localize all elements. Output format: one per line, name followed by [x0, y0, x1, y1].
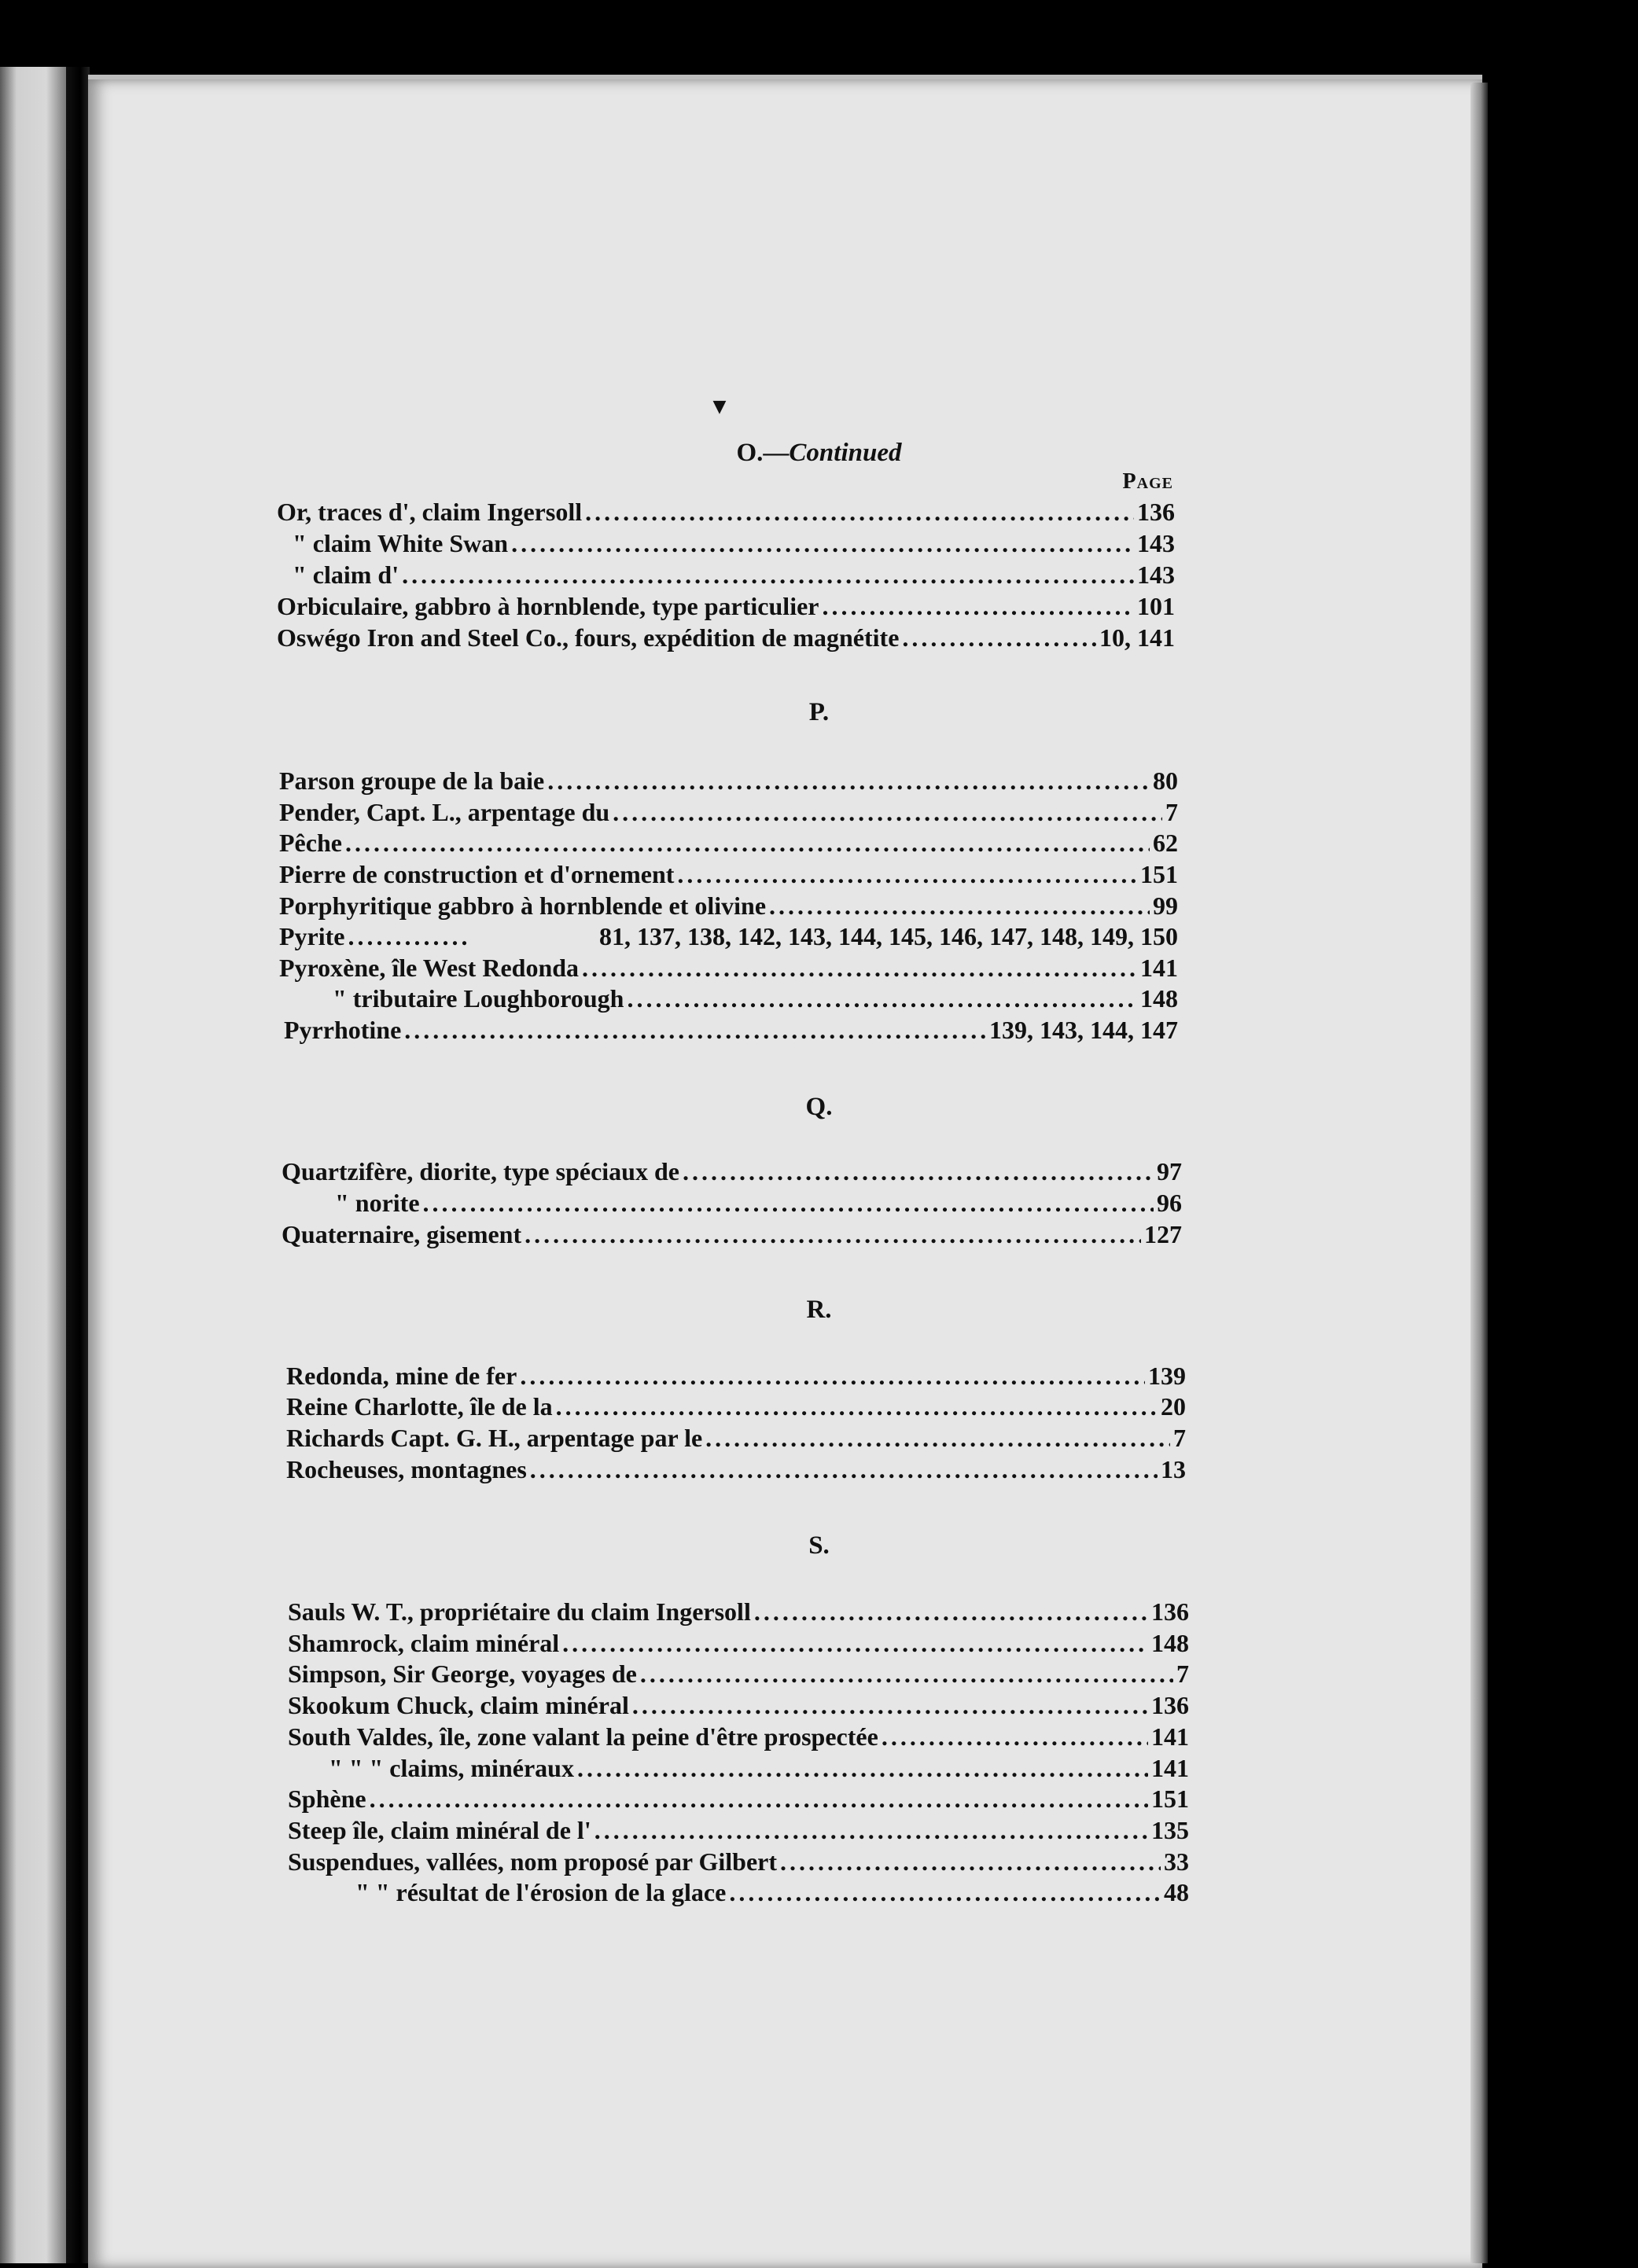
- entry-label: " norite: [335, 1189, 420, 1217]
- dot-leader: [525, 1219, 1141, 1250]
- entry-label: Pierre de construction et d'ornement: [279, 860, 675, 888]
- dot-leader: [627, 983, 1137, 1014]
- dot-leader: [582, 952, 1137, 983]
- dot-leader: [423, 1187, 1154, 1219]
- dot-leader: [677, 858, 1137, 890]
- dot-leader: [632, 1689, 1148, 1721]
- entry-label: Porphyritique gabbro à hornblende et olivine: [279, 891, 767, 920]
- dot-leader: [769, 890, 1150, 921]
- entry-page: 141: [1151, 1722, 1189, 1751]
- dot-leader: [577, 1752, 1148, 1784]
- entry-label: Orbiculaire, gabbro à hornblende, type particulier: [277, 592, 819, 620]
- entry-label: Oswégo Iron and Steel Co., fours, expédition de magnétite: [277, 623, 900, 652]
- index-entry: [288, 1721, 1189, 1752]
- entry-label: Richards Capt. G. H., arpentage par le: [286, 1424, 703, 1452]
- dot-leader: [511, 527, 1134, 559]
- entry-page: 127: [1144, 1220, 1182, 1248]
- entry-page: 136: [1151, 1691, 1189, 1719]
- dot-leader: [683, 1156, 1154, 1187]
- entry-label: Quartzifère, diorite, type spéciaux de: [282, 1157, 679, 1185]
- entry-label: " claim White Swan: [293, 529, 509, 557]
- entry-page: 101: [1137, 592, 1175, 620]
- index-entry: [277, 496, 1175, 527]
- dot-leader: [902, 622, 1096, 653]
- index-entry: [277, 622, 1175, 653]
- entry-page: 33: [1164, 1847, 1189, 1876]
- dot-leader: [520, 1360, 1145, 1391]
- dot-leader: [585, 496, 1134, 527]
- index-entry: [288, 1752, 1189, 1784]
- entry-page: 62: [1153, 829, 1178, 857]
- dot-leader: [530, 1454, 1158, 1485]
- section-heading-p: P.: [808, 698, 830, 726]
- page-marker: ▼: [712, 397, 727, 417]
- entry-label: Suspendues, vallées, nom proposé par Gilbert: [288, 1847, 778, 1876]
- index-entry: [284, 1014, 1178, 1046]
- entry-page: 136: [1137, 498, 1175, 526]
- entry-page: 7: [1165, 798, 1178, 826]
- entry-label: " tributaire Loughborough: [333, 984, 624, 1013]
- entry-label: Reine Charlotte, île de la: [286, 1392, 553, 1421]
- dot-leader: [613, 796, 1162, 828]
- dot-leader: [705, 1422, 1170, 1454]
- section-heading-s: S.: [808, 1531, 830, 1560]
- dot-leader: [404, 1014, 986, 1046]
- index-entry: [279, 765, 1178, 796]
- index-entry: [282, 1187, 1182, 1219]
- entry-label: Parson groupe de la baie: [279, 766, 545, 795]
- dot-leader: [640, 1658, 1173, 1689]
- dot-leader: [780, 1846, 1161, 1877]
- page-column-heading: Page: [1122, 469, 1173, 494]
- entry-label: Redonda, mine de fer: [286, 1362, 517, 1390]
- entry-page: 97: [1157, 1157, 1182, 1185]
- entry-label: Sphène: [288, 1785, 366, 1813]
- entry-label: Or, traces d', claim Ingersoll: [277, 498, 583, 526]
- entry-page: 96: [1157, 1189, 1182, 1217]
- index-entry: [288, 1846, 1189, 1877]
- index-entry: [279, 952, 1178, 983]
- index-entry: [277, 527, 1175, 559]
- index-entry: [288, 1689, 1189, 1721]
- entry-page: 48: [1164, 1878, 1189, 1906]
- entry-label: Rocheuses, montagnes: [286, 1455, 527, 1483]
- entry-label: Pyrrhotine: [284, 1016, 402, 1044]
- entry-label: Pyroxène, île West Redonda: [279, 954, 580, 982]
- entry-label: Steep île, claim minéral de l': [288, 1816, 591, 1844]
- index-entry: [286, 1422, 1186, 1454]
- entry-label: " " résultat de l'érosion de la glace: [355, 1878, 727, 1906]
- entry-label: Shamrock, claim minéral: [288, 1629, 560, 1657]
- entry-page: 135: [1151, 1816, 1189, 1844]
- dot-leader: [556, 1391, 1158, 1422]
- entry-label: Quaternaire, gisement: [282, 1220, 522, 1248]
- index-entry: [277, 559, 1175, 590]
- entry-page: 10, 141: [1099, 623, 1175, 652]
- section-heading-r: R.: [806, 1296, 832, 1324]
- entry-label: Pyrite: [279, 922, 345, 950]
- book-spine: [66, 67, 90, 2263]
- dot-leader: [547, 765, 1150, 796]
- entry-label: Pêche: [279, 829, 342, 857]
- entry-page: 139: [1148, 1362, 1186, 1390]
- entry-label: Skookum Chuck, claim minéral: [288, 1691, 629, 1719]
- dot-leader: [594, 1814, 1148, 1846]
- entry-label: " claim d': [293, 561, 399, 589]
- index-entry: [288, 1627, 1189, 1659]
- index-entry: [279, 983, 1178, 1014]
- index-entry: [288, 1877, 1189, 1908]
- dot-leader: [822, 590, 1134, 622]
- entry-page: 7: [1176, 1660, 1189, 1688]
- index-entry: [282, 1156, 1182, 1187]
- dot-leader: [402, 559, 1134, 590]
- index-entry: [288, 1814, 1189, 1846]
- entry-page: 143: [1137, 529, 1175, 557]
- entry-page: 80: [1153, 766, 1178, 795]
- entry-label: " " " claims, minéraux: [329, 1754, 574, 1782]
- entry-page: 13: [1161, 1455, 1186, 1483]
- dot-leader: [370, 1783, 1148, 1814]
- index-entry: [288, 1596, 1189, 1627]
- dot-leader: [882, 1721, 1148, 1752]
- entry-page: 139, 143, 144, 147: [989, 1016, 1178, 1044]
- entry-page: 143: [1137, 561, 1175, 589]
- index-entry: [279, 921, 1178, 952]
- index-entry: [286, 1360, 1186, 1391]
- entry-page: 148: [1140, 984, 1178, 1013]
- index-entry: [286, 1391, 1186, 1422]
- entry-label: South Valdes, île, zone valant la peine d'être prospectée: [288, 1722, 878, 1751]
- index-entry: [282, 1219, 1182, 1250]
- index-entry: [279, 858, 1178, 890]
- left-page-edge: [0, 67, 66, 2263]
- entry-label: Pender, Capt. L., arpentage du: [279, 798, 610, 826]
- entry-page: 151: [1140, 860, 1178, 888]
- index-entry: [279, 827, 1178, 858]
- entry-page: 20: [1161, 1392, 1186, 1421]
- section-heading-q: Q.: [805, 1093, 833, 1121]
- entry-page: 7: [1173, 1424, 1186, 1452]
- entry-label: Simpson, Sir George, voyages de: [288, 1660, 637, 1688]
- dot-leader: [754, 1596, 1148, 1627]
- dot-leader: [345, 827, 1150, 858]
- index-entry: [277, 590, 1175, 622]
- right-page-edge: [1471, 83, 1488, 2263]
- entry-page: 141: [1151, 1754, 1189, 1782]
- section-continued: Continued: [789, 439, 902, 467]
- index-entry: [288, 1658, 1189, 1689]
- index-entry: [286, 1454, 1186, 1485]
- entry-page: 99: [1153, 891, 1178, 920]
- index-entry: [279, 890, 1178, 921]
- dot-leader: [729, 1877, 1161, 1908]
- index-entry: [288, 1783, 1189, 1814]
- entry-label: Sauls W. T., propriétaire du claim Ingersoll: [288, 1597, 751, 1626]
- section-heading-o: [0, 439, 1638, 468]
- entry-page: 151: [1151, 1785, 1189, 1813]
- entry-page: 148: [1151, 1629, 1189, 1657]
- dot-leader: [348, 921, 466, 952]
- section-letter: O.—: [736, 439, 790, 467]
- entry-page: 141: [1140, 954, 1178, 982]
- dot-leader: [562, 1627, 1148, 1659]
- entry-page: 81, 137, 138, 142, 143, 144, 145, 146, 147, 148, 149, 150: [599, 922, 1178, 950]
- index-entry: [279, 796, 1178, 828]
- entry-page: 136: [1151, 1597, 1189, 1626]
